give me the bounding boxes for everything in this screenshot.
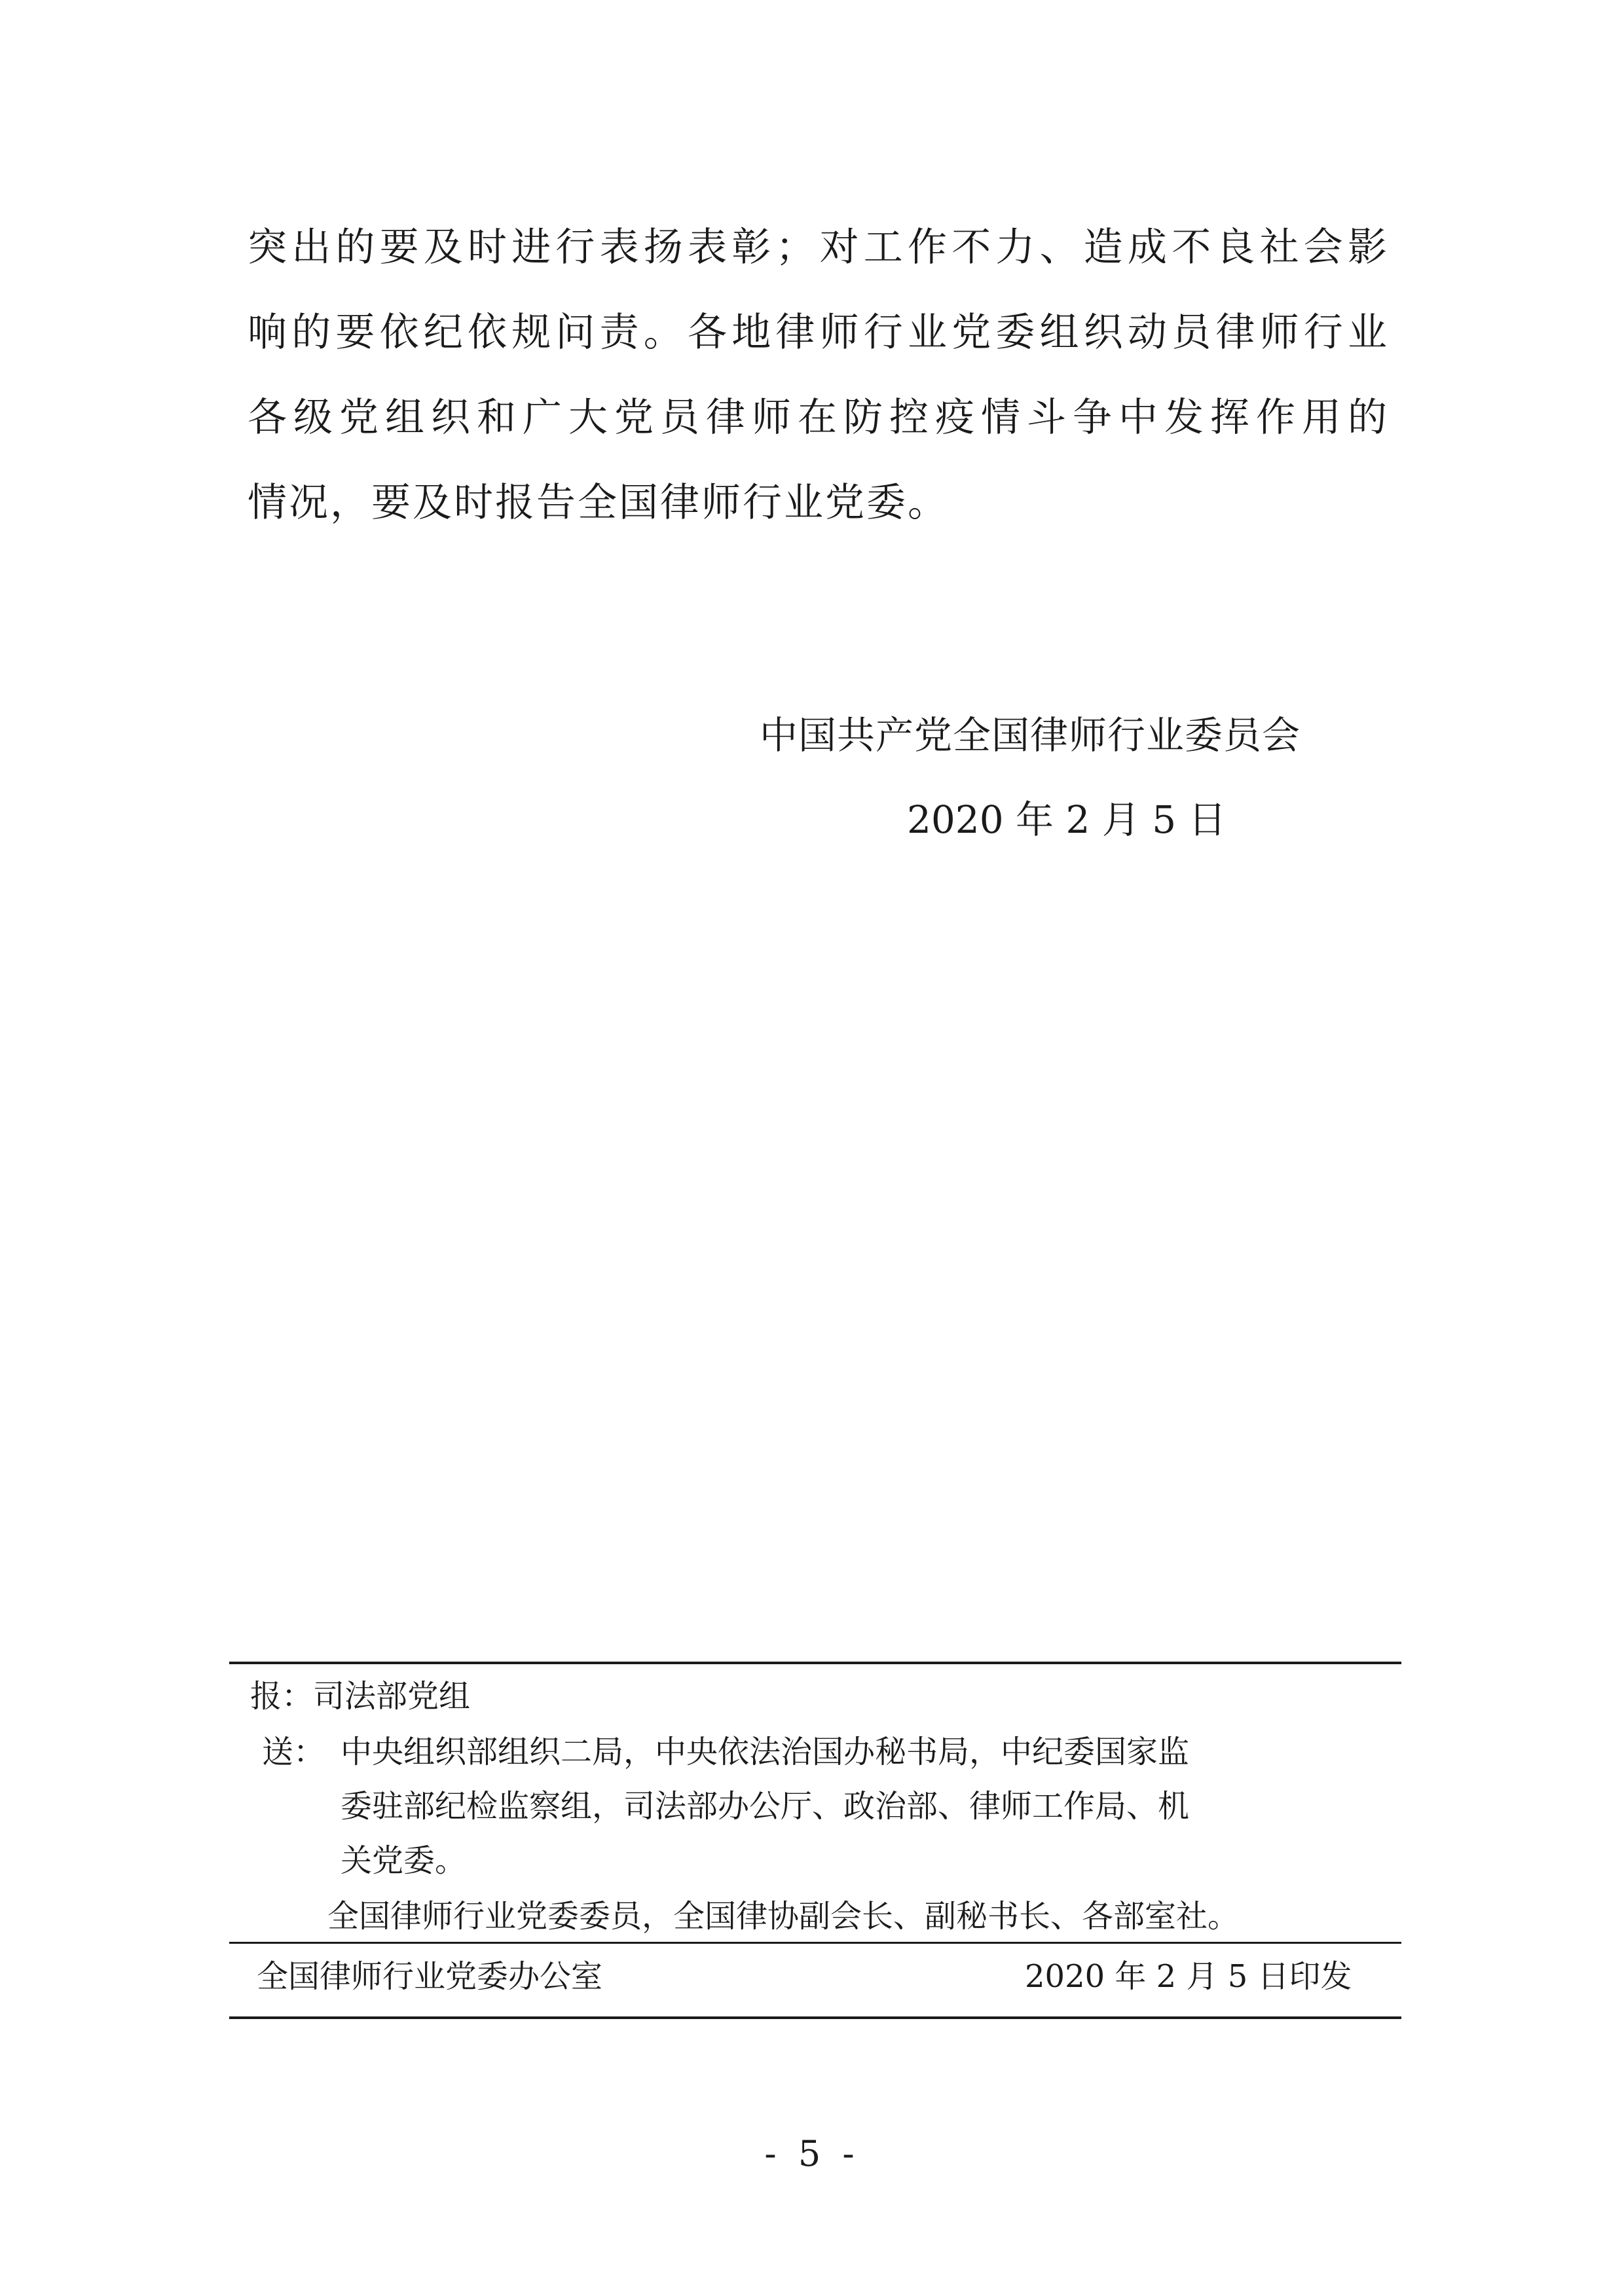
- issue-date: 2020 年 2 月 5 日印发: [1025, 1958, 1352, 1995]
- page-number: - 5 -: [764, 2133, 860, 2174]
- send-line: 委驻部纪检监察组，司法部办公厅、政治部、律师工作局、机: [341, 1788, 1190, 1825]
- send-line: 关党委。: [341, 1842, 467, 1879]
- issuer: 全国律师行业党委办公室: [257, 1958, 603, 1995]
- report-row: [250, 1673, 470, 1720]
- send-label: 送：: [262, 1734, 325, 1770]
- report-recipient: 司法部党组: [313, 1678, 471, 1715]
- signature-date: 2020 年 2 月 5 日: [907, 797, 1227, 842]
- signature-organization: 中国共产党全国律师行业委员会: [760, 713, 1301, 757]
- body-line: 突出的要及时进行表扬表彰；对工作不力、造成不良社会影: [248, 225, 1387, 270]
- body-line: 响的要依纪依规问责。各地律师行业党委组织动员律师行业: [248, 310, 1387, 355]
- divider-top: [229, 1662, 1401, 1664]
- send-line: 全国律师行业党委委员，全国律协副会长、副秘书长、各部室社。: [327, 1898, 1240, 1935]
- body-line: 各级党组织和广大党员律师在防控疫情斗争中发挥作用的: [248, 395, 1387, 441]
- divider-middle: [229, 1942, 1401, 1944]
- report-label: 报：: [250, 1678, 314, 1715]
- send-line: 中央组织部组织二局，中央依法治国办秘书局，中纪委国家监: [341, 1734, 1190, 1770]
- body-line: 情况，要及时报告全国律师行业党委。: [248, 480, 949, 526]
- divider-bottom: [229, 2016, 1401, 2019]
